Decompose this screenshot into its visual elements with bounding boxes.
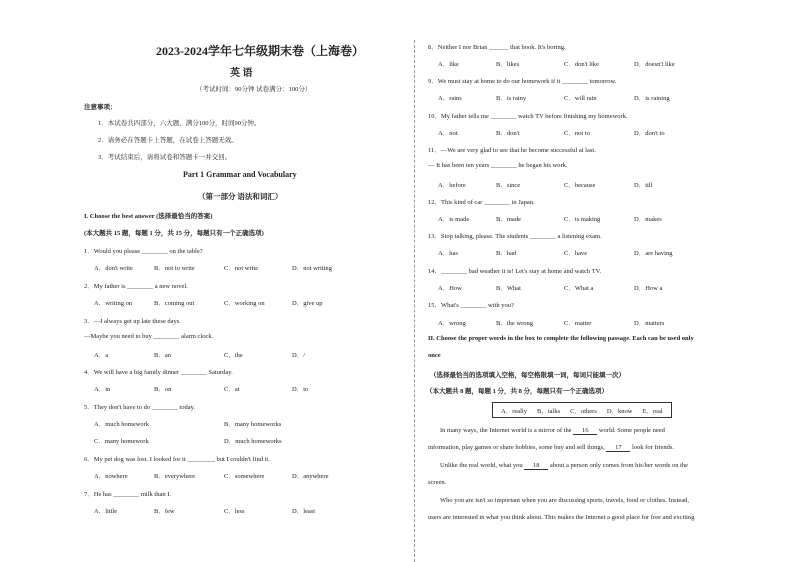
- question-stem: 1．Would you please ________ on the table?: [84, 248, 203, 255]
- option-d[interactable]: D．to: [292, 386, 309, 393]
- section1-subheading: (本大题共 15 题，每题 1 分，共 15 分，每题只有一个正确选项): [84, 230, 264, 237]
- option-a[interactable]: A．nowhere: [94, 473, 128, 480]
- section2-cn-scoring: （本大题共 8 题，每题 1 分，共 8 分，每题只有一个正确选项）: [426, 388, 608, 395]
- option-b[interactable]: B．everywhere: [154, 473, 196, 480]
- passage-text: about a person only comes from his/her words on the: [548, 462, 689, 469]
- word-option: A．really: [501, 407, 527, 415]
- option-b[interactable]: B．coming out: [154, 300, 195, 307]
- option-a[interactable]: A．How: [438, 285, 462, 292]
- option-c[interactable]: C．less: [224, 508, 245, 515]
- section2-heading-2: once: [428, 352, 441, 359]
- question-stem: 14．________ bad weather it is! Let's stay at home and watch TV.: [428, 268, 602, 275]
- passage-text: world. Some people need: [597, 427, 665, 434]
- option-a[interactable]: A．a: [94, 352, 109, 359]
- option-c[interactable]: C．will rain: [564, 95, 597, 102]
- time-info: （考试时间：90分钟 试卷满分：100分）: [196, 86, 312, 93]
- option-d[interactable]: D．till: [634, 182, 653, 189]
- option-b[interactable]: B．an: [154, 352, 171, 359]
- passage-text: look for friends.: [630, 444, 675, 451]
- option-a[interactable]: A．rains: [438, 95, 462, 102]
- word-option: E．real: [642, 407, 663, 415]
- option-b[interactable]: B．since: [496, 182, 521, 189]
- question-stem-2: — It has been ten years ________ he began his work.: [428, 162, 568, 169]
- passage-line: [428, 444, 674, 452]
- option-a[interactable]: A．before: [438, 182, 466, 189]
- note-item: 3．考试结束后，请将试卷和答题卡一并交回。: [98, 154, 232, 161]
- section2-cn-instruction: （选择最恰当的选项填入空格，每空格限填一词，每词只能填一次）: [430, 372, 625, 379]
- option-b[interactable]: B．likes: [496, 61, 520, 68]
- option-d[interactable]: D．least: [292, 508, 316, 515]
- option-d[interactable]: D．are having: [634, 250, 673, 257]
- option-a[interactable]: A．wrong: [438, 320, 466, 327]
- question-stem: 6．My pet dog was lost. I looked for it ________, but I couldn't find it.: [84, 456, 270, 463]
- section1-heading: I. Choose the best answer (选择最恰当的答案): [84, 213, 213, 220]
- question-stem: 3．—I always get up late these days.: [84, 318, 181, 325]
- option-b[interactable]: B．many homeworks: [224, 421, 282, 428]
- passage-blank[interactable]: 18: [524, 462, 548, 470]
- passage-text: information, play games or share hobbies, some buy and sell things,: [428, 444, 607, 451]
- question-stem: 2．My father is ________ a new novel.: [84, 283, 188, 290]
- passage-line: [440, 427, 665, 435]
- option-a[interactable]: A．is made: [438, 216, 470, 223]
- subject-title: 英 语: [230, 68, 253, 79]
- part1-title-cn: （第一部分 语法和词汇）: [198, 192, 283, 201]
- word-option: B．talks: [537, 407, 561, 415]
- passage-blank[interactable]: 17: [606, 444, 630, 452]
- option-b[interactable]: B．not to write: [154, 265, 195, 272]
- option-a[interactable]: A．much homework: [94, 421, 150, 428]
- option-d[interactable]: D．much homeworks: [224, 438, 282, 445]
- question-stem-2: —Maybe you need to buy ________ alarm clock.: [84, 333, 214, 340]
- option-a[interactable]: A．not: [438, 130, 458, 137]
- option-b[interactable]: B．What: [496, 285, 521, 292]
- question-stem: 15．What's ________ with you?: [428, 302, 514, 309]
- passage-blank[interactable]: 16: [573, 427, 597, 435]
- column-divider: [414, 40, 415, 562]
- passage-line: users are interested in what you think about. This makes the Internet a good place for free and exciting: [428, 514, 695, 521]
- question-stem: 4．We will have a big family dinner ________ Saturday.: [84, 369, 233, 376]
- option-b[interactable]: B．had: [496, 250, 517, 257]
- option-b[interactable]: B．on: [154, 386, 172, 393]
- word-box: [492, 402, 672, 418]
- option-b[interactable]: B．made: [496, 216, 521, 223]
- option-d[interactable]: D．give up: [292, 300, 323, 307]
- option-c[interactable]: C．is making: [564, 216, 601, 223]
- word-option: D．know: [606, 407, 633, 415]
- passage-line: screen.: [428, 479, 447, 486]
- option-d[interactable]: D．How a: [634, 285, 663, 292]
- option-b[interactable]: B．is rainy: [496, 95, 527, 102]
- option-d[interactable]: D．anywhere: [292, 473, 329, 480]
- option-d[interactable]: D．not writing: [292, 265, 332, 272]
- right-column: [424, 0, 764, 562]
- passage-text: Unlike the real world, what you: [440, 462, 525, 469]
- exam-title: 2023-2024学年七年级期末卷（上海卷）: [156, 44, 364, 58]
- option-d[interactable]: D．doesn't like: [634, 61, 675, 68]
- option-d[interactable]: D．makes: [634, 216, 662, 223]
- passage-line: [440, 462, 688, 470]
- note-item: 1．本试卷共四部分，六大题，满分100分，时间90分钟。: [98, 120, 261, 127]
- question-stem: 8．Neither I nor Brian ______ that book. It's boring.: [428, 44, 566, 51]
- left-column: [70, 0, 400, 562]
- option-d[interactable]: D．is raining: [634, 95, 670, 102]
- section2-heading: II. Choose the proper words in the box to complete the following passage. Each can be used only: [428, 335, 694, 342]
- question-stem: 5．They don't have to do ________ today.: [84, 404, 196, 411]
- option-b[interactable]: B．don't: [496, 130, 520, 137]
- option-a[interactable]: A．in: [94, 386, 111, 393]
- question-stem: 9．We must stay at home to do our homework if it ________ tomorrow.: [428, 78, 617, 85]
- option-c[interactable]: C．many homework: [94, 438, 149, 445]
- question-stem: 11．—We are very glad to see that he become successful at last.: [428, 147, 596, 154]
- option-b[interactable]: B．few: [154, 508, 175, 515]
- question-stem: 12．This kind of car ________ in Japan.: [428, 199, 535, 206]
- option-c[interactable]: C．at: [224, 386, 240, 393]
- option-c[interactable]: C．because: [564, 182, 596, 189]
- option-c[interactable]: C．working on: [224, 300, 265, 307]
- option-a[interactable]: A．like: [438, 61, 459, 68]
- passage-line: Who you are isn't so important when you are discussing sports, travels, food or clothes. Instead,: [440, 497, 690, 504]
- option-c[interactable]: C．don't like: [564, 61, 599, 68]
- option-a[interactable]: A．writing on: [94, 300, 133, 307]
- option-c[interactable]: C．matter: [564, 320, 592, 327]
- option-c[interactable]: C．not to: [564, 130, 590, 137]
- passage-text: In many ways, the Internet world is a mirror of the: [440, 427, 574, 434]
- option-a[interactable]: A．don't write: [94, 265, 133, 272]
- word-option: C．others: [570, 407, 597, 415]
- option-c[interactable]: C．not write: [224, 265, 259, 272]
- question-stem: 7．He has ________ milk than I.: [84, 491, 172, 498]
- option-d[interactable]: D．matters: [634, 320, 665, 327]
- option-a[interactable]: A．has: [438, 250, 458, 257]
- option-b[interactable]: B．the wrong: [496, 320, 534, 327]
- question-stem: 13．Stop talking, please. The students ________ a listening exam.: [428, 233, 602, 240]
- option-d[interactable]: D．don't to: [634, 130, 665, 137]
- option-c[interactable]: C．have: [564, 250, 588, 257]
- option-c[interactable]: C．the: [224, 352, 243, 359]
- option-c[interactable]: C．What a: [564, 285, 594, 292]
- question-stem: 10．My father tells me ________ watch TV before finishing my homework.: [428, 113, 628, 120]
- notes-heading: 注意事项：: [84, 104, 117, 111]
- option-a[interactable]: A．little: [94, 508, 118, 515]
- option-c[interactable]: C．somewhere: [224, 473, 265, 480]
- note-item: 2．请务必在答题卡上答题，在试卷上答题无效。: [98, 137, 238, 144]
- option-d[interactable]: D．/: [292, 352, 305, 359]
- part1-title: Part 1 Grammar and Vocabulary: [183, 170, 297, 179]
